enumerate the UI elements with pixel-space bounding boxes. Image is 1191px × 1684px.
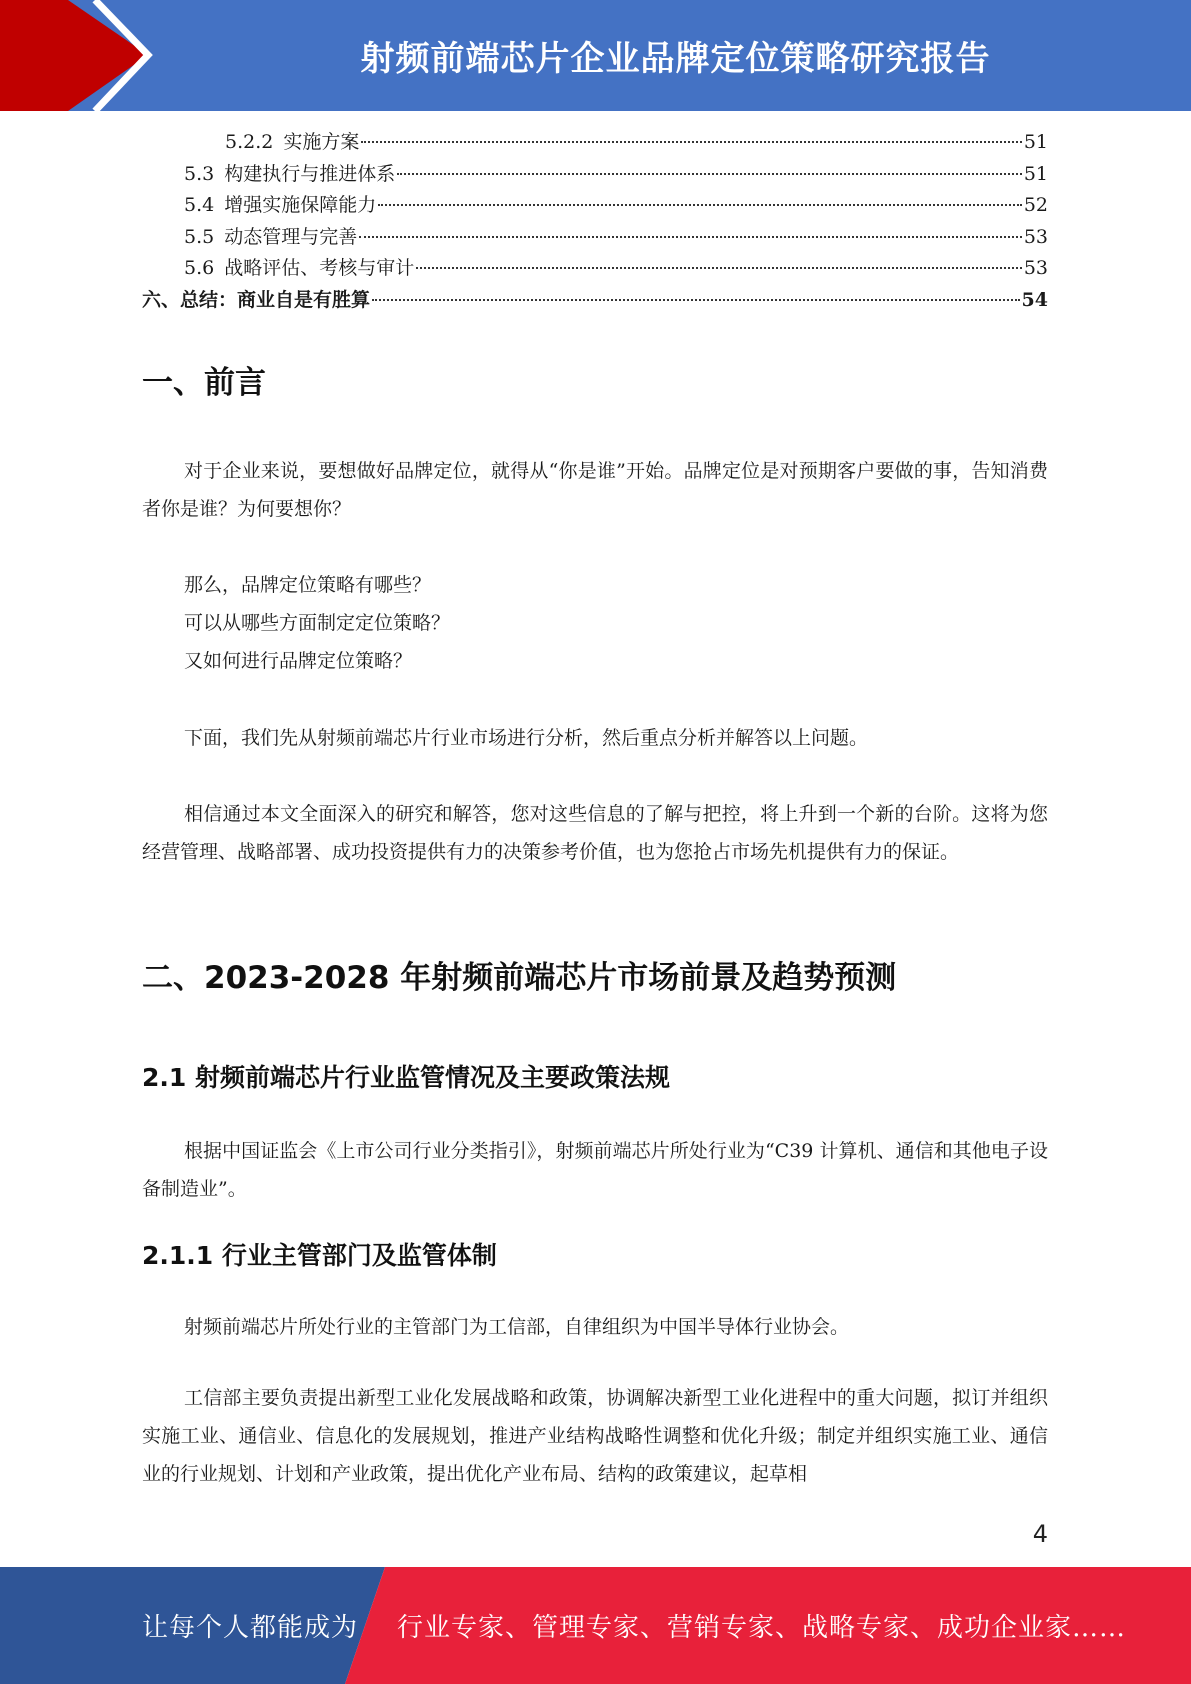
toc-number: 5.4 (184, 194, 215, 216)
report-title: 射频前端芯片企业品牌定位策略研究报告 (360, 39, 991, 79)
toc-title: 实施方案 (283, 131, 360, 153)
page-number: 4 (1032, 1520, 1048, 1548)
toc-page: 51 (1023, 162, 1048, 185)
paragraph: 工信部主要负责提出新型工业化发展战略和政策，协调解决新型工业化进程中的重大问题，拟订并组织实施工业、通信业、信息化的发展规划，推进产业结构战略性调整和优化升级；制定并组织实施工业、通信业的行业规划、计划和产业政策，提出优化产业布局、结构的政策建议，起草相 (142, 1387, 1048, 1485)
paragraph: 下面，我们先从射频前端芯片行业市场进行分析，然后重点分析并解答以上问题。 (184, 727, 869, 749)
toc-page: 52 (1023, 194, 1048, 216)
toc-entry[interactable] (142, 127, 1048, 159)
page-footer (0, 1567, 1191, 1684)
toc-number: 5.5 (184, 225, 215, 248)
toc-entry[interactable] (142, 190, 1048, 222)
toc-leader (378, 204, 1022, 206)
toc-number: 5.2.2 (225, 131, 274, 153)
toc-title: 构建执行与推进体系 (224, 162, 396, 185)
toc-page: 54 (1021, 288, 1048, 311)
section-heading: 一、前言 (142, 365, 266, 401)
toc-entry[interactable] (142, 253, 1048, 285)
toc-title: 战略评估、考核与审计 (224, 257, 415, 279)
toc-entry[interactable] (142, 285, 1048, 317)
header-arrow-icon (0, 0, 160, 111)
footer-slogan-left: 让每个人都能成为 (142, 1613, 359, 1643)
toc-leader (372, 299, 1020, 301)
toc-title: 增强实施保障能力 (224, 194, 377, 216)
paragraph: 相信通过本文全面深入的研究和解答，您对这些信息的了解与把控，将上升到一个新的台阶。这将为您经营管理、战略部署、成功投资提供有力的决策参考价值，也为您抢占市场先机提供有力的保证。 (142, 803, 1048, 863)
toc-number: 5.3 (184, 162, 215, 185)
paragraph: 根据中国证监会《上市公司行业分类指引》，射频前端芯片所处行业为“C39 计算机、通信和其他电子设备制造业”。 (142, 1140, 1048, 1200)
paragraph: 射频前端芯片所处行业的主管部门为工信部，自律组织为中国半导体行业协会。 (184, 1316, 850, 1338)
subsection-heading: 2.1.1 行业主管部门及监管体制 (142, 1241, 497, 1270)
question-line: 那么，品牌定位策略有哪些？ (184, 574, 432, 596)
footer-slogan-right: 行业专家、管理专家、营销专家、战略专家、成功企业家…… (397, 1613, 1127, 1643)
question-line: 又如何进行品牌定位策略？ (184, 650, 413, 672)
toc-entry[interactable] (142, 159, 1048, 191)
toc-entry[interactable] (142, 222, 1048, 254)
page-header (0, 0, 1191, 111)
section-heading: 二、2023-2028 年射频前端芯片市场前景及趋势预测 (142, 960, 897, 996)
toc-title: 动态管理与完善 (224, 225, 358, 248)
toc-leader (397, 173, 1022, 175)
toc-title: 六、总结：商业自是有胜算 (142, 288, 371, 311)
toc-leader (416, 267, 1022, 269)
toc-leader (359, 236, 1022, 238)
toc-page: 53 (1023, 225, 1048, 248)
toc-page: 51 (1023, 131, 1048, 153)
subsection-heading: 2.1 射频前端芯片行业监管情况及主要政策法规 (142, 1063, 670, 1092)
table-of-contents (142, 127, 1048, 316)
toc-leader (361, 141, 1021, 143)
paragraph: 对于企业来说，要想做好品牌定位，就得从“你是谁”开始。品牌定位是对预期客户要做的事，告知消费者你是谁？为何要想你？ (142, 460, 1048, 520)
question-line: 可以从哪些方面制定定位策略？ (184, 612, 451, 634)
toc-page: 53 (1023, 257, 1048, 279)
toc-number: 5.6 (184, 257, 215, 279)
